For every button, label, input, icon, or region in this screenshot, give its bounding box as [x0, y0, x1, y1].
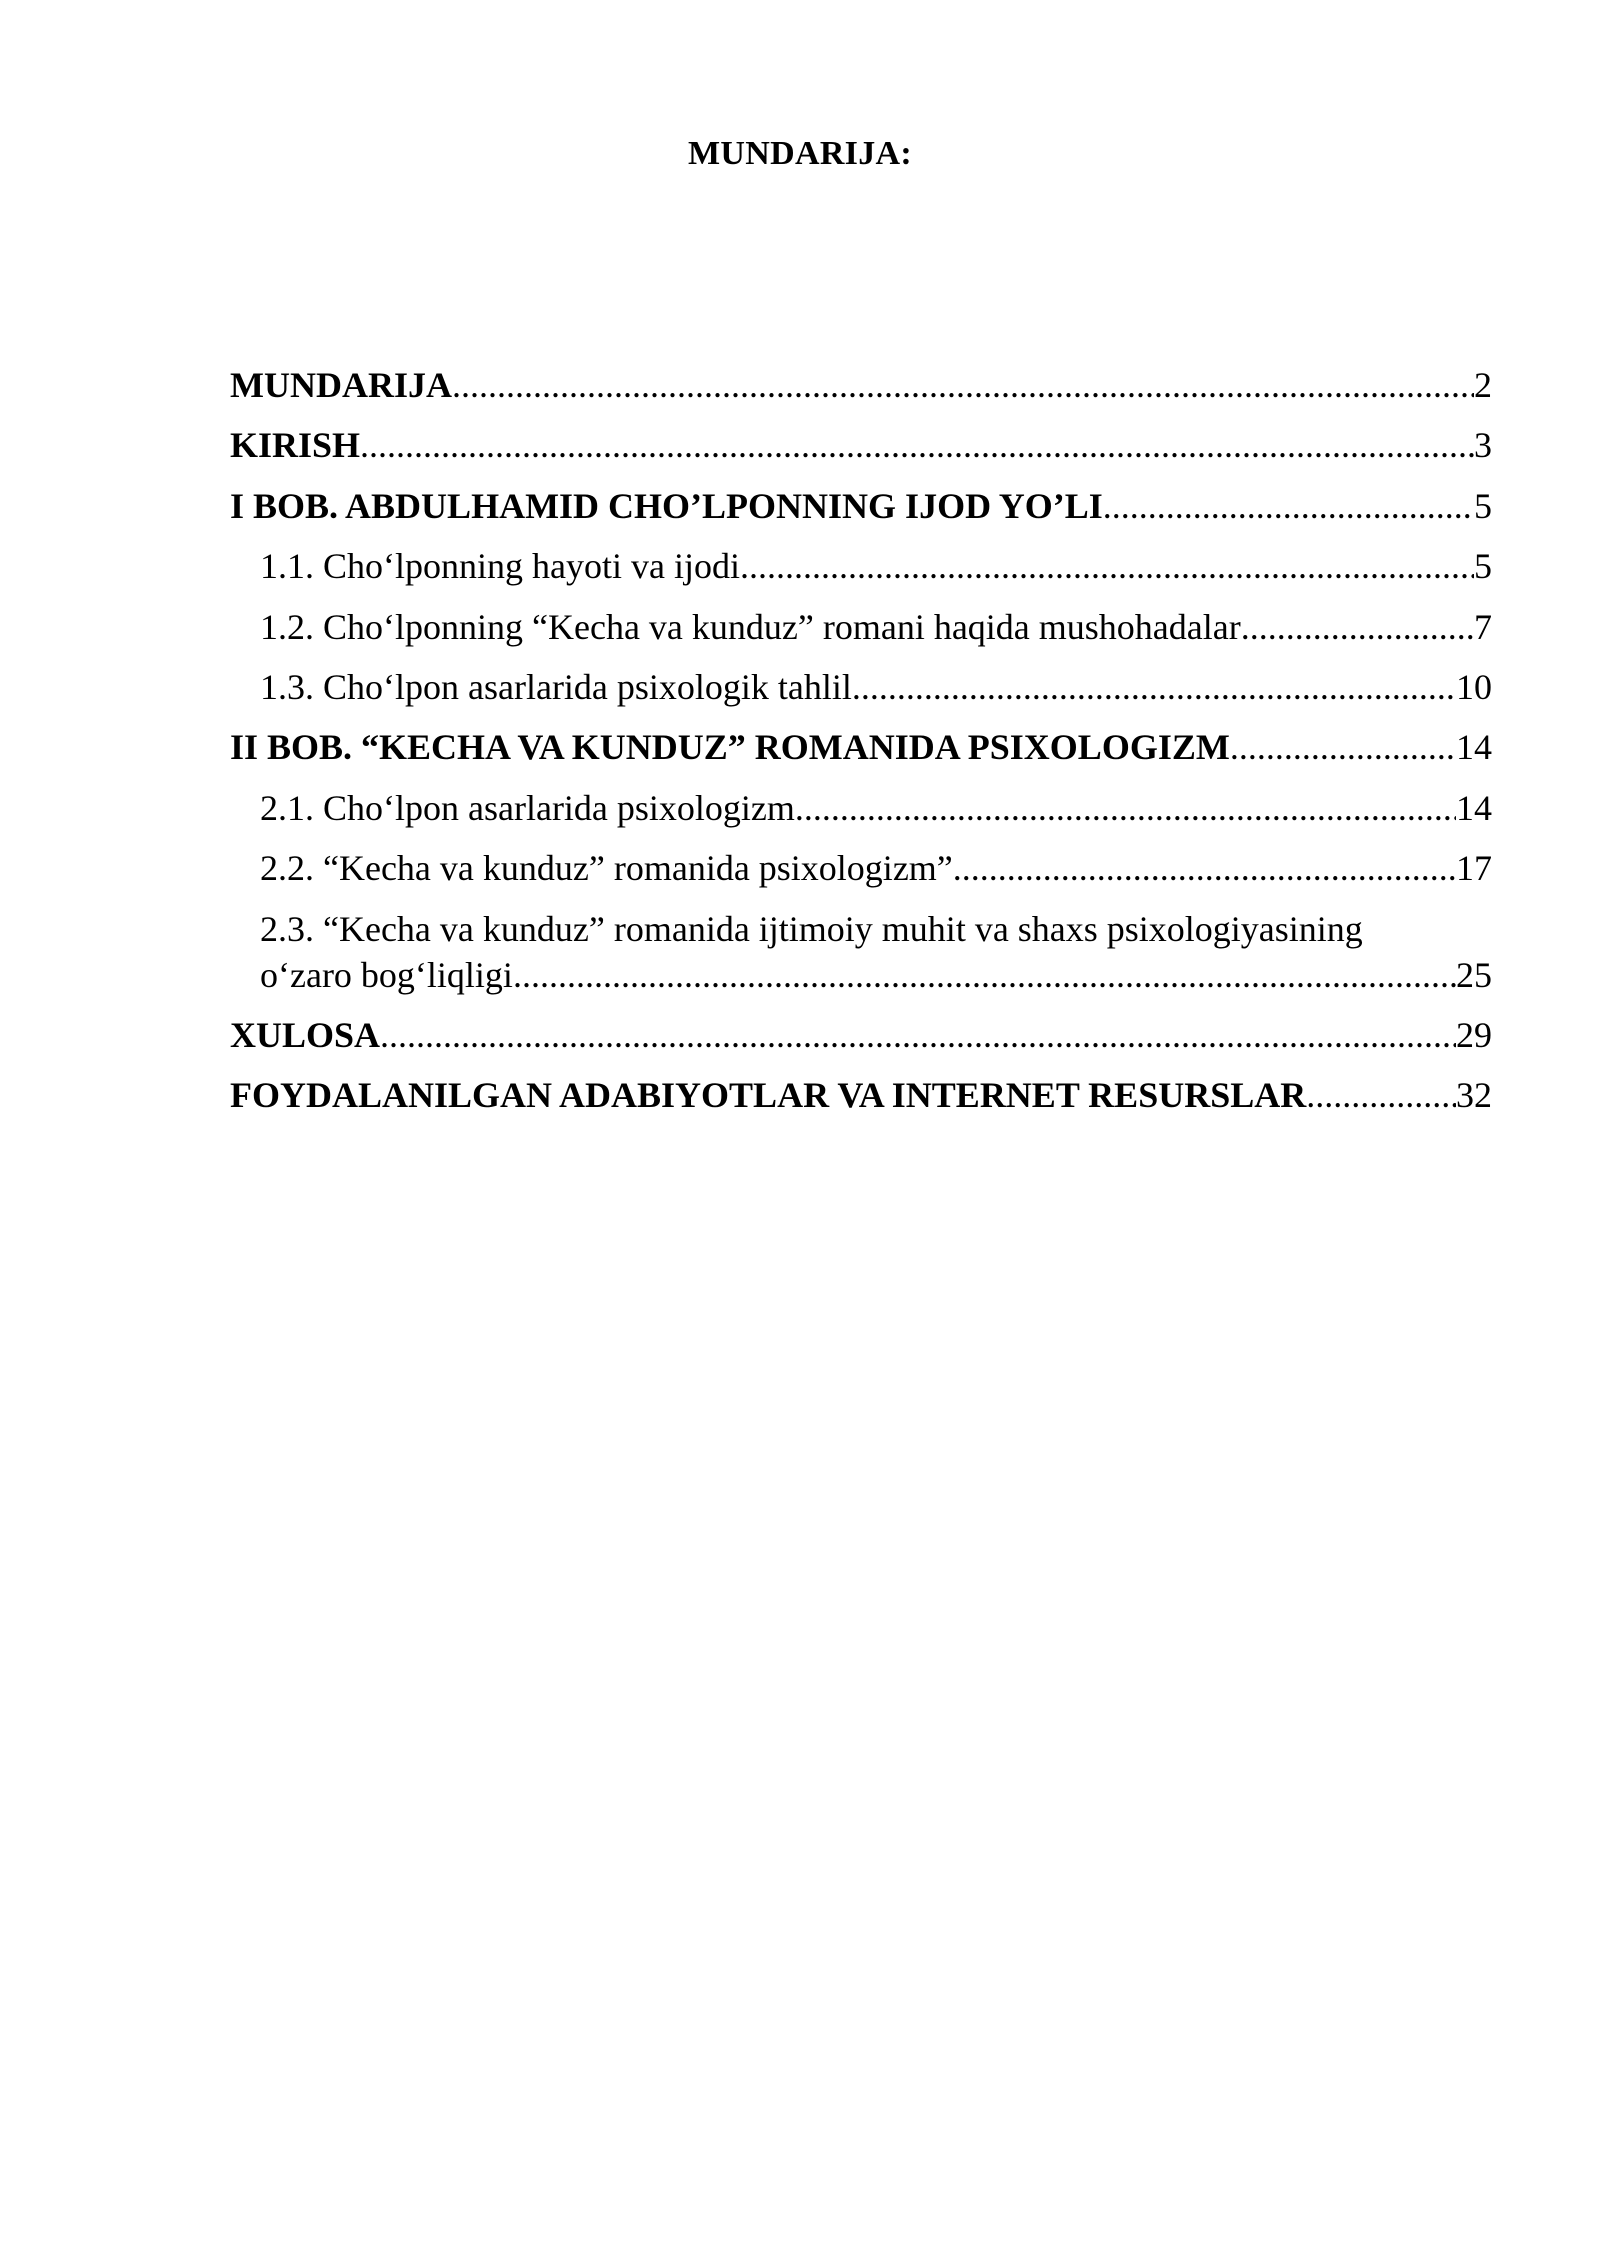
toc-entry-chapter-2[interactable] — [230, 724, 1492, 770]
dot-leader — [1241, 604, 1474, 650]
toc-entry-text: 1.2. Cho‘lponning “Kecha va kunduz” romani haqida mushohadalar — [260, 606, 1241, 647]
dot-leader — [852, 664, 1456, 710]
toc-page-number: 2 — [1474, 365, 1492, 405]
toc-page-number: 14 — [1456, 787, 1492, 828]
dot-leader — [1103, 483, 1474, 529]
toc-entry-text: II BOB. “KECHA VA KUNDUZ” ROMANIDA PSIXOLOGIZM — [230, 727, 1230, 768]
toc-entry-section-2-1[interactable] — [230, 785, 1492, 831]
toc-entry-text: FOYDALANILGAN ADABIYOTLAR VA INTERNET RESURSLAR — [230, 1075, 1307, 1116]
toc-entry-xulosa[interactable] — [230, 1012, 1492, 1058]
toc-page-number: 7 — [1474, 606, 1492, 647]
dot-leader — [953, 845, 1456, 891]
toc-entry-kirish[interactable] — [230, 422, 1492, 468]
dot-leader — [513, 952, 1456, 998]
toc-page-number: 3 — [1474, 425, 1492, 466]
page-title: MUNDARIJA: — [688, 135, 912, 172]
toc-entry-text-line1: 2.3. “Kecha va kunduz” romanida ijtimoiy muhit va shaxs psixologiyasining — [260, 908, 1363, 949]
toc-entry-section-1-3[interactable] — [230, 664, 1492, 710]
toc-entry-chapter-1[interactable] — [230, 483, 1492, 529]
toc-entry-text: MUNDARIJA — [230, 365, 452, 405]
toc-entry-text: 1.1. Cho‘lponning hayoti va ijodi — [260, 546, 740, 587]
toc-entry-text: KIRISH — [230, 425, 361, 466]
toc-entry-mundarija[interactable] — [230, 362, 1492, 408]
dot-leader — [1306, 1072, 1456, 1118]
toc-page-number: 10 — [1456, 666, 1492, 707]
toc-page-number: 29 — [1456, 1014, 1492, 1055]
table-of-contents — [230, 362, 1492, 1133]
toc-entry-text: I BOB. ABDULHAMID CHO’LPONNING IJOD YO’LI — [230, 485, 1103, 526]
toc-entry-section-1-2[interactable] — [230, 604, 1492, 650]
toc-page-number: 25 — [1456, 954, 1492, 995]
toc-entry-text: 2.2. “Kecha va kunduz” romanida psixologizm” — [260, 848, 953, 889]
toc-entry-text-line2: o‘zaro bog‘liqligi — [260, 954, 513, 995]
toc-page-number: 32 — [1456, 1075, 1492, 1116]
dot-leader — [740, 543, 1474, 589]
toc-page-number: 14 — [1456, 727, 1492, 768]
toc-entry-section-2-3[interactable] — [230, 906, 1492, 998]
toc-entry-line2 — [260, 952, 1492, 998]
toc-page-number: 5 — [1474, 485, 1492, 526]
toc-page-number: 17 — [1456, 848, 1492, 889]
toc-page-number: 5 — [1474, 546, 1492, 587]
dot-leader — [380, 1012, 1456, 1058]
toc-entry-section-2-2[interactable] — [230, 845, 1492, 891]
toc-entry-section-1-1[interactable] — [230, 543, 1492, 589]
toc-entry-references[interactable] — [230, 1072, 1492, 1118]
toc-entry-text: 2.1. Cho‘lpon asarlarida psixologizm — [260, 787, 795, 828]
dot-leader — [795, 785, 1456, 831]
toc-entry-text: XULOSA — [230, 1014, 381, 1055]
toc-entry-text: 1.3. Cho‘lpon asarlarida psixologik tahlil — [260, 666, 852, 707]
dot-leader — [360, 422, 1474, 468]
dot-leader — [1230, 724, 1456, 770]
dot-leader — [452, 362, 1474, 408]
